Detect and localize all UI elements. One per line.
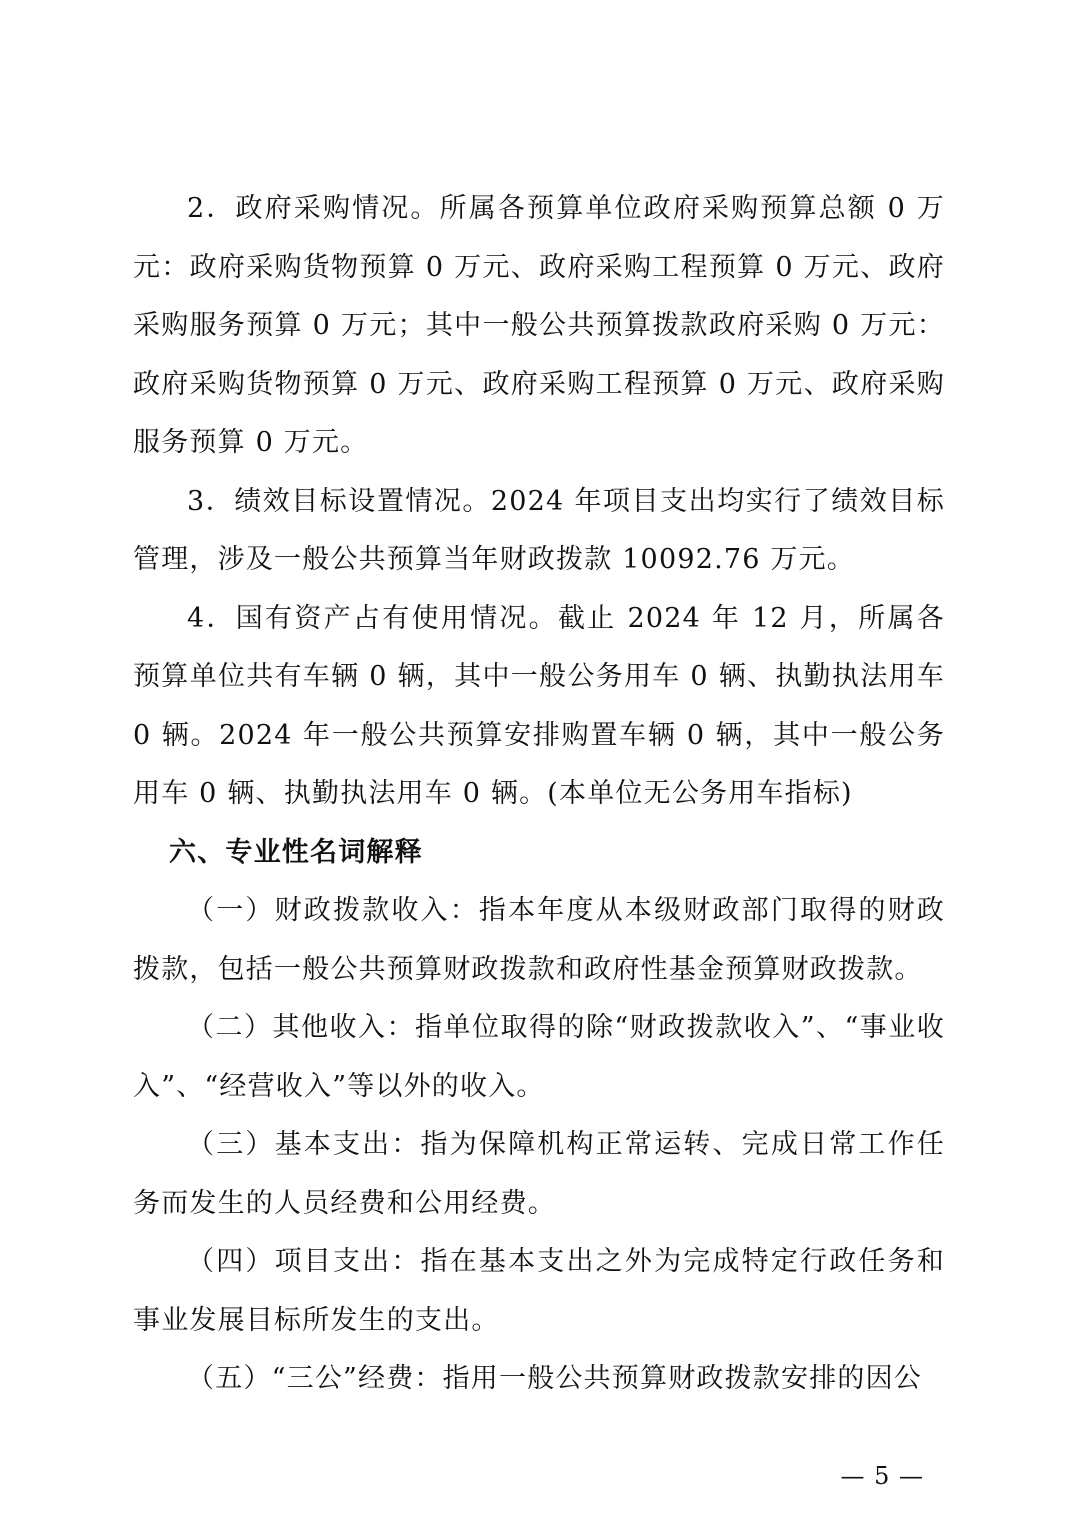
paragraph-performance-targets: 3．绩效目标设置情况。2024 年项目支出均实行了绩效目标管理，涉及一般公共预算当年财政拨款 10092.76 万元。 (133, 485, 945, 575)
definition-project-expenditure: （四）项目支出：指在基本支出之外为完成特定行政任务和事业发展目标所发生的支出。 (133, 1246, 945, 1336)
definition-fiscal-income: （一）财政拨款收入：指本年度从本级财政部门取得的财政拨款，包括一般公共预算财政拨款和政府性基金预算财政拨款。 (133, 895, 945, 985)
document-body (133, 180, 945, 1409)
definition-three-public-expenses: （五）“三公”经费：指用一般公共预算财政拨款安排的因公 (187, 1363, 923, 1394)
paragraph-state-assets: 4．国有资产占有使用情况。截止 2024 年 12 月，所属各预算单位共有车辆 0 辆，其中一般公务用车 0 辆、执勤执法用车 0 辆。2024 年一般公共预算安排购置车辆 0 辆，其中一般公务用车 0 辆、执勤执法用车 0 辆。(本单位无公务用车指标) (133, 602, 945, 809)
definition-basic-expenditure: （三）基本支出：指为保障机构正常运转、完成日常工作任务而发生的人员经费和公用经费。 (133, 1129, 945, 1219)
page-number: — 5 — (840, 1462, 924, 1490)
paragraph-government-procurement: 2．政府采购情况。所属各预算单位政府采购预算总额 0 万元：政府采购货物预算 0 万元、政府采购工程预算 0 万元、政府采购服务预算 0 万元；其中一般公共预算拨款政府采购 0 万元：政府采购货物预算 0 万元、政府采购工程预算 0 万元、政府采购服务预算 0 万元。 (133, 193, 945, 458)
section-heading-terms: 六、专业性名词解释 (169, 836, 423, 868)
definition-other-income: （二）其他收入：指单位取得的除“财政拨款收入”、“事业收入”、“经营收入”等以外的收入。 (133, 1012, 945, 1102)
